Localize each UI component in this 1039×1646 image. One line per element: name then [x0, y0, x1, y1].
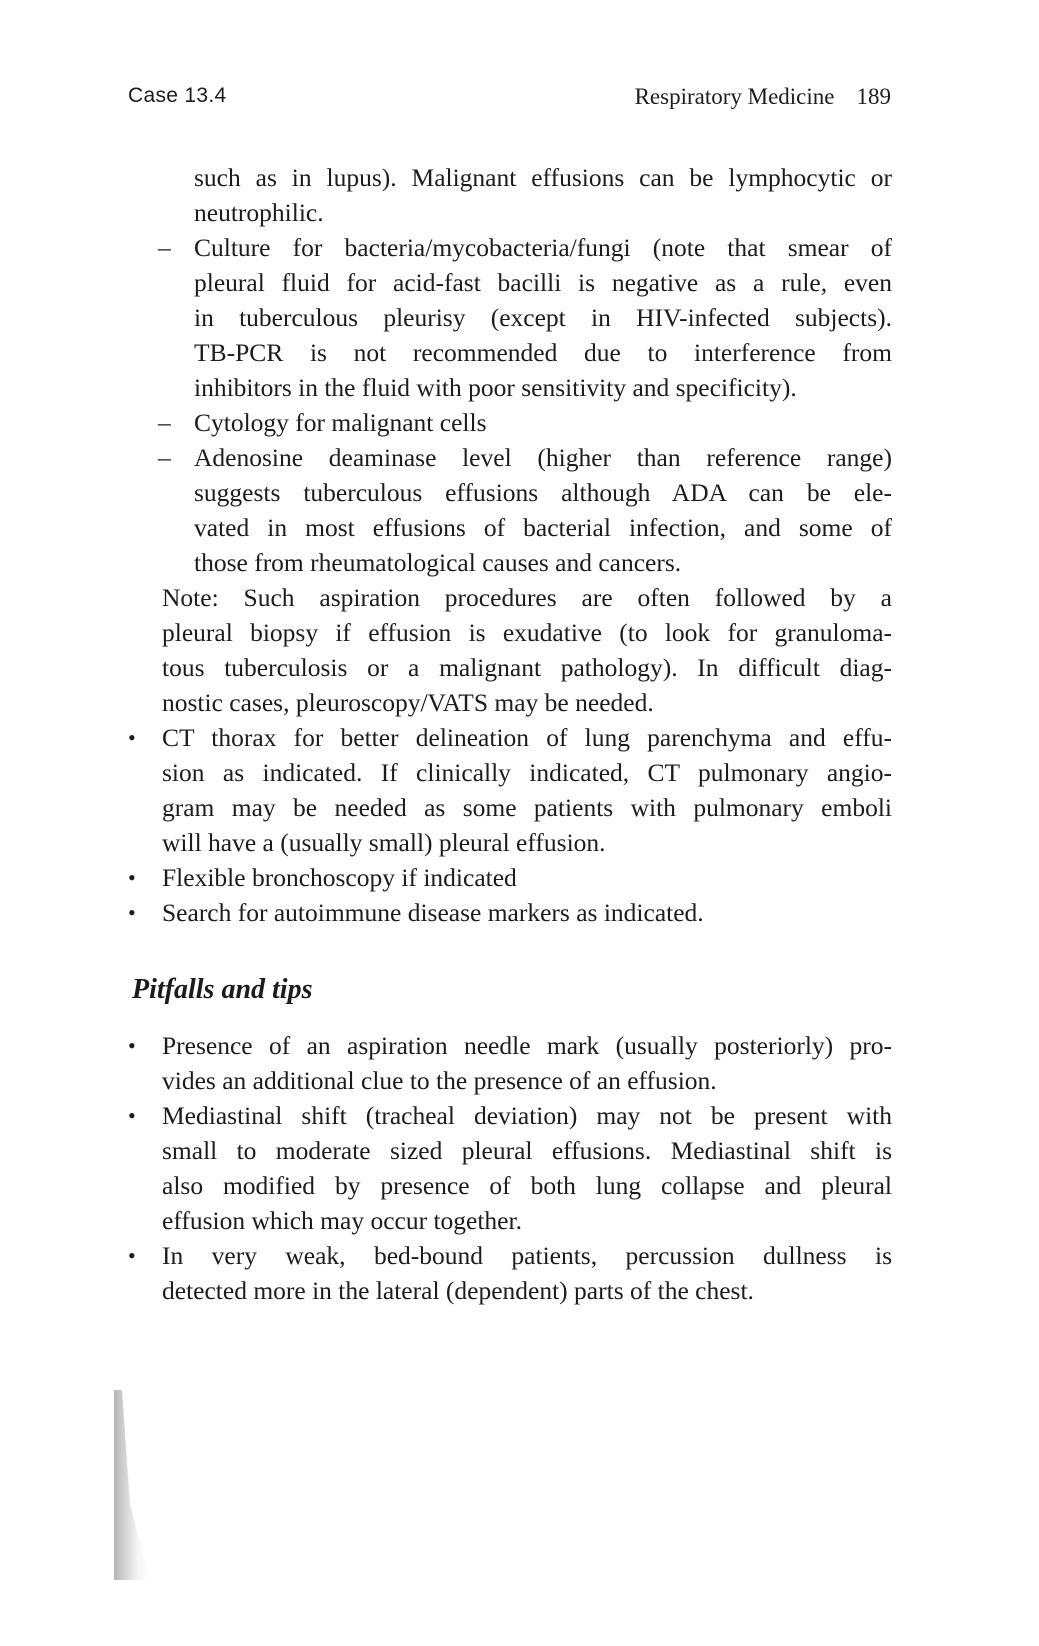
- text-line: Adenosine deaminase level (higher than reference range): [194, 443, 892, 472]
- dash-marker: –: [158, 233, 171, 262]
- text-line: pleural fluid for acid-fast bacilli is negative as a rule, even: [194, 268, 892, 297]
- case-label: Case 13.4: [128, 84, 227, 107]
- continuation-paragraph: [120, 160, 892, 230]
- scan-gutter-shadow: [114, 1390, 154, 1580]
- running-head: [128, 84, 891, 118]
- text-line: Flexible bronchoscopy if indicated: [162, 863, 517, 892]
- text-line: Mediastinal shift (tracheal deviation) may not be present with: [162, 1101, 892, 1130]
- bullet-marker: •: [128, 725, 136, 750]
- text-line: In very weak, bed-bound patients, percussion dullness is: [162, 1241, 892, 1270]
- dash-list-item: [120, 440, 892, 580]
- bullet-marker: •: [128, 865, 136, 890]
- bullet-marker: •: [128, 900, 136, 925]
- text-line: Search for autoimmune disease markers as indicated.: [162, 898, 704, 927]
- text-line: in tuberculous pleurisy (except in HIV-infected subjects).: [194, 303, 892, 332]
- text-line: those from rheumatological causes and cancers.: [194, 548, 682, 577]
- text-line: inhibitors in the fluid with poor sensitivity and specificity).: [194, 373, 797, 402]
- text-line: suggests tuberculous effusions although ADA can be ele-: [194, 478, 892, 507]
- dash-list-item: [120, 405, 892, 440]
- text-line: Culture for bacteria/mycobacteria/fungi (note that smear of: [194, 233, 892, 262]
- text-line: small to moderate sized pleural effusions. Mediastinal shift is: [162, 1136, 892, 1165]
- text-line: vides an additional clue to the presence of an effusion.: [162, 1066, 717, 1095]
- running-head-right: [635, 84, 891, 110]
- text-line: TB-PCR is not recommended due to interference from: [194, 338, 892, 367]
- dash-list-item: [120, 230, 892, 405]
- text-line: also modified by presence of both lung collapse and pleural: [162, 1171, 892, 1200]
- text-line: such as in lupus). Malignant effusions can be lymphocytic or: [194, 163, 892, 192]
- text-line: Presence of an aspiration needle mark (usually posteriorly) pro-: [162, 1031, 892, 1060]
- bullet-marker: •: [128, 1033, 136, 1058]
- text-line: sion as indicated. If clinically indicated, CT pulmonary angio-: [162, 758, 892, 787]
- text-line: effusion which may occur together.: [162, 1206, 522, 1235]
- page-number: 189: [856, 84, 891, 109]
- section-heading: Pitfalls and tips: [132, 974, 313, 1005]
- bullet-list-item: [120, 860, 892, 895]
- text-line: vated in most effusions of bacterial infection, and some of: [194, 513, 892, 542]
- text-line: will have a (usually small) pleural effusion.: [162, 828, 606, 857]
- bullet-marker: •: [128, 1103, 136, 1128]
- bullet-list-item: [120, 1238, 892, 1308]
- bullet-list-item: [120, 1028, 892, 1098]
- dash-marker: –: [158, 443, 171, 472]
- bullet-list-item: [120, 720, 892, 860]
- dash-marker: –: [158, 408, 171, 437]
- bullet-marker: •: [128, 1243, 136, 1268]
- text-line: nostic cases, pleuroscopy/VATS may be needed.: [162, 688, 654, 717]
- text-line: gram may be needed as some patients with pulmonary emboli: [162, 793, 892, 822]
- text-line: CT thorax for better delineation of lung parenchyma and effu-: [162, 723, 892, 752]
- text-line: neutrophilic.: [194, 198, 324, 227]
- text-line: pleural biopsy if effusion is exudative (to look for granuloma-: [162, 618, 892, 647]
- body-text: [120, 160, 892, 1308]
- text-line: Note: Such aspiration procedures are often followed by a: [162, 583, 892, 612]
- text-line: Cytology for malignant cells: [194, 408, 487, 437]
- chapter-title: Respiratory Medicine: [634, 84, 835, 109]
- text-line: tous tuberculosis or a malignant pathology). In difficult diag-: [162, 653, 892, 682]
- note-paragraph: [120, 580, 892, 720]
- bullet-list-item: [120, 895, 892, 930]
- text-line: detected more in the lateral (dependent) parts of the chest.: [162, 1276, 754, 1305]
- bullet-list-item: [120, 1098, 892, 1238]
